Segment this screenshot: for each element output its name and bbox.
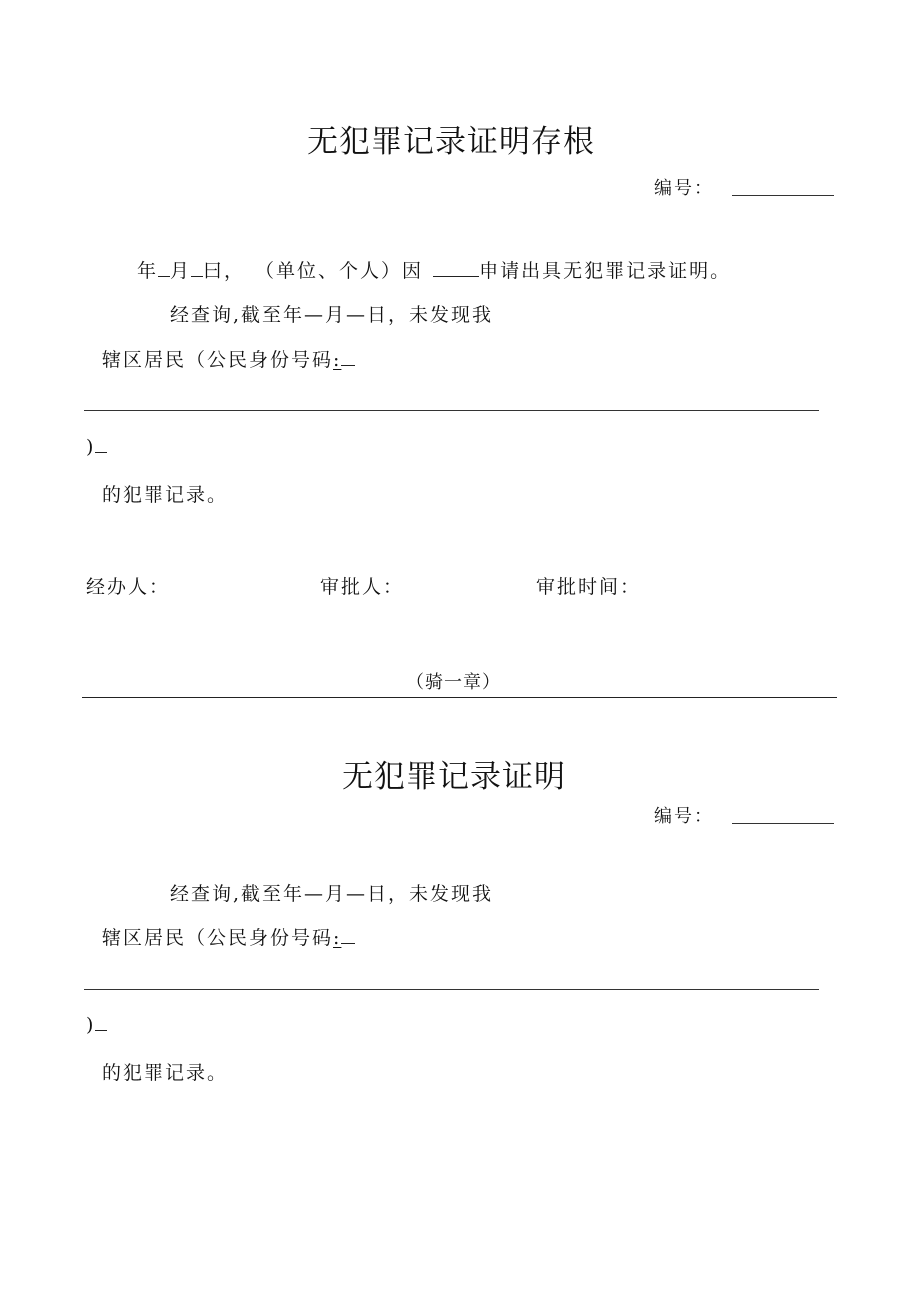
certificate-close-line <box>86 1014 107 1036</box>
certificate-close-paren: ) <box>86 1014 96 1036</box>
stub-id-number-blank[interactable] <box>84 410 819 411</box>
certificate-title: 无犯罪记录证明 <box>342 759 566 795</box>
perforation-divider <box>82 697 837 698</box>
stub-day-blank[interactable] <box>191 275 203 277</box>
stub-day: 曰， <box>203 260 246 282</box>
stub-close-paren: ) <box>86 436 96 458</box>
stub-resident-colon: : <box>333 349 342 371</box>
stub-year: 年 <box>137 260 159 282</box>
stub-approver-label: 审批人： <box>320 576 405 598</box>
certificate-serial-blank[interactable] <box>732 823 834 824</box>
stub-id-blank-start[interactable] <box>341 364 355 366</box>
stub-apply-text: 申请出具无犯罪记录证明。 <box>479 260 732 282</box>
certificate-query-text: 经查询,截至年—月—日，未发现我 <box>170 883 494 905</box>
seal-label: （骑一章） <box>406 672 501 693</box>
stub-date-line <box>137 256 731 283</box>
stub-resident-line <box>102 345 355 372</box>
certificate-serial-label: 编号： <box>654 806 714 827</box>
certificate-resident-text: 辖区居民（公民身份号码 <box>102 927 334 949</box>
stub-serial-label: 编号： <box>654 178 714 199</box>
stub-resident-text: 辖区居民（公民身份号码 <box>102 349 334 371</box>
stub-month-blank[interactable] <box>158 275 170 277</box>
certificate-id-blank-start[interactable] <box>341 942 355 944</box>
certificate-record-text: 的犯罪记录。 <box>102 1062 229 1084</box>
certificate-resident-line <box>102 923 355 950</box>
stub-close-underline <box>95 451 107 453</box>
stub-query-text: 经查询,截至年—月—日，未发现我 <box>170 304 494 326</box>
stub-title: 无犯罪记录证明存根 <box>307 124 595 160</box>
certificate-close-underline <box>95 1029 107 1031</box>
stub-close-line <box>86 436 107 458</box>
stub-reason-blank[interactable] <box>433 275 479 277</box>
certificate-resident-colon: : <box>333 927 342 949</box>
stub-handler-label: 经办人： <box>86 576 171 598</box>
stub-serial-blank[interactable] <box>732 195 834 196</box>
stub-applicant-text: （单位、个人）因 <box>255 260 424 282</box>
certificate-id-number-blank[interactable] <box>84 989 819 990</box>
stub-approval-time-label: 审批时间： <box>536 576 642 598</box>
stub-month: 月 <box>170 260 192 282</box>
stub-record-text: 的犯罪记录。 <box>102 484 229 506</box>
